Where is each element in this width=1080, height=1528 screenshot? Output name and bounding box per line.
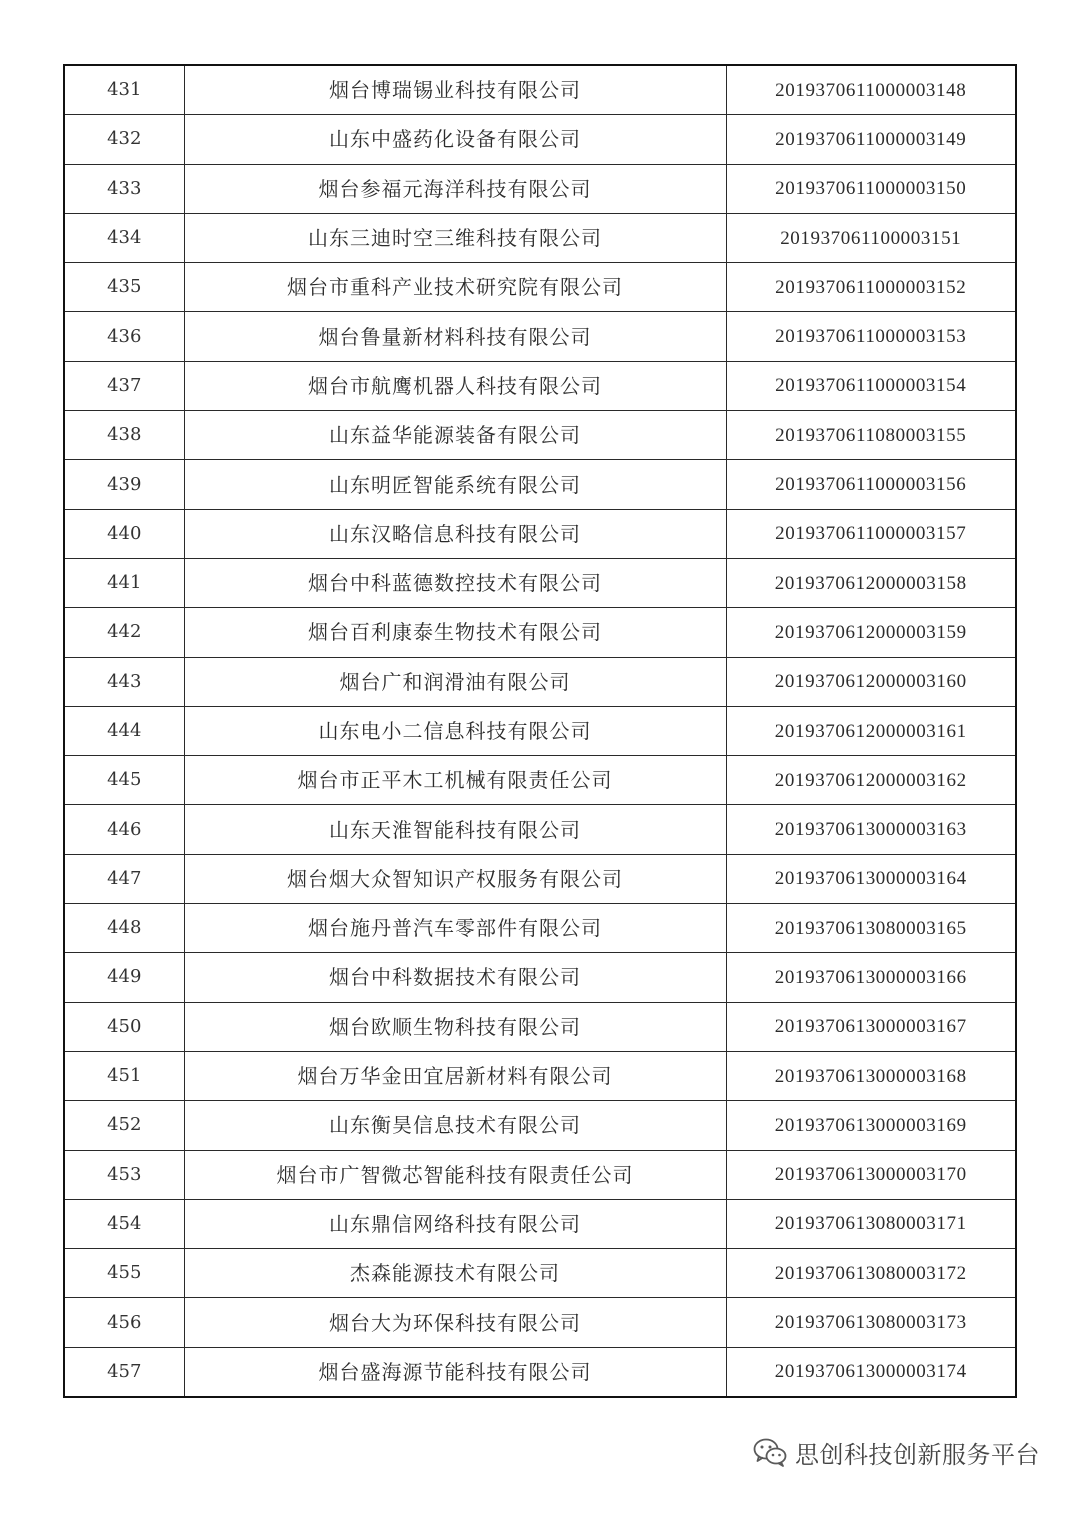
company-name-cell: 山东电小二信息科技有限公司 — [184, 706, 726, 755]
registration-code-cell: 2019370613000003169 — [726, 1101, 1016, 1150]
company-name-cell: 烟台市重科产业技术研究院有限公司 — [184, 263, 726, 312]
registration-code-cell: 2019370613080003171 — [726, 1199, 1016, 1248]
table-row — [64, 1298, 1016, 1347]
table-row — [64, 65, 1016, 115]
table-row — [64, 361, 1016, 410]
company-name-cell: 烟台广和润滑油有限公司 — [184, 657, 726, 706]
table-row — [64, 509, 1016, 558]
row-index-cell: 445 — [64, 756, 184, 805]
registration-code-cell: 2019370611080003155 — [726, 411, 1016, 460]
row-index-cell: 453 — [64, 1150, 184, 1199]
row-index-cell: 439 — [64, 460, 184, 509]
row-index-cell: 451 — [64, 1051, 184, 1100]
table-row — [64, 460, 1016, 509]
company-name-cell: 烟台市航鹰机器人科技有限公司 — [184, 361, 726, 410]
company-name-cell: 山东天淮智能科技有限公司 — [184, 805, 726, 854]
registration-code-cell: 2019370611000003149 — [726, 115, 1016, 164]
table-row — [64, 756, 1016, 805]
company-name-cell: 烟台百利康泰生物技术有限公司 — [184, 608, 726, 657]
company-name-cell: 烟台万华金田宜居新材料有限公司 — [184, 1051, 726, 1100]
registration-code-cell: 2019370613080003172 — [726, 1249, 1016, 1298]
registration-code-cell: 2019370612000003160 — [726, 657, 1016, 706]
registration-code-cell: 2019370611000003152 — [726, 263, 1016, 312]
row-index-cell: 449 — [64, 953, 184, 1002]
company-name-cell: 烟台大为环保科技有限公司 — [184, 1298, 726, 1347]
row-index-cell: 435 — [64, 263, 184, 312]
registration-code-cell: 2019370613000003168 — [726, 1051, 1016, 1100]
row-index-cell: 437 — [64, 361, 184, 410]
registration-code-cell: 2019370611000003150 — [726, 164, 1016, 213]
registration-code-cell: 2019370613000003167 — [726, 1002, 1016, 1051]
row-index-cell: 448 — [64, 904, 184, 953]
table-row — [64, 1347, 1016, 1397]
registration-code-cell: 2019370611000003156 — [726, 460, 1016, 509]
registration-code-cell: 2019370613000003166 — [726, 953, 1016, 1002]
company-name-cell: 烟台中科数据技术有限公司 — [184, 953, 726, 1002]
row-index-cell: 431 — [64, 65, 184, 115]
table-row — [64, 312, 1016, 361]
company-name-cell: 烟台博瑞锡业科技有限公司 — [184, 65, 726, 115]
table-row — [64, 1101, 1016, 1150]
company-name-cell: 山东鼎信网络科技有限公司 — [184, 1199, 726, 1248]
registration-code-cell: 2019370611000003154 — [726, 361, 1016, 410]
table-row — [64, 608, 1016, 657]
company-name-cell: 山东明匠智能系统有限公司 — [184, 460, 726, 509]
table-row — [64, 657, 1016, 706]
wechat-icon — [753, 1437, 787, 1467]
table-row — [64, 263, 1016, 312]
table-row — [64, 953, 1016, 1002]
row-index-cell: 434 — [64, 213, 184, 262]
company-name-cell: 山东中盛药化设备有限公司 — [184, 115, 726, 164]
company-name-cell: 山东衡昊信息技术有限公司 — [184, 1101, 726, 1150]
table-row — [64, 411, 1016, 460]
company-name-cell: 山东汉略信息科技有限公司 — [184, 509, 726, 558]
row-index-cell: 440 — [64, 509, 184, 558]
company-list-table — [63, 64, 1017, 1398]
registration-code-cell: 2019370612000003158 — [726, 558, 1016, 607]
registration-code-cell: 2019370613000003163 — [726, 805, 1016, 854]
table-row — [64, 558, 1016, 607]
row-index-cell: 433 — [64, 164, 184, 213]
registration-code-cell: 2019370613000003164 — [726, 854, 1016, 903]
registration-code-cell: 2019370613000003170 — [726, 1150, 1016, 1199]
table-row — [64, 1199, 1016, 1248]
table-row — [64, 164, 1016, 213]
table-row — [64, 1002, 1016, 1051]
company-name-cell: 烟台市广智微芯智能科技有限责任公司 — [184, 1150, 726, 1199]
row-index-cell: 442 — [64, 608, 184, 657]
registration-code-cell: 2019370612000003159 — [726, 608, 1016, 657]
registration-code-cell: 201937061100003151 — [726, 213, 1016, 262]
company-name-cell: 烟台施丹普汽车零部件有限公司 — [184, 904, 726, 953]
registration-code-cell: 2019370613080003173 — [726, 1298, 1016, 1347]
row-index-cell: 457 — [64, 1347, 184, 1397]
company-name-cell: 烟台烟大众智知识产权服务有限公司 — [184, 854, 726, 903]
row-index-cell: 438 — [64, 411, 184, 460]
company-name-cell: 烟台欧顺生物科技有限公司 — [184, 1002, 726, 1051]
table-row — [64, 854, 1016, 903]
table-row — [64, 1051, 1016, 1100]
registration-code-cell: 2019370611000003157 — [726, 509, 1016, 558]
table-row — [64, 706, 1016, 755]
row-index-cell: 447 — [64, 854, 184, 903]
row-index-cell: 454 — [64, 1199, 184, 1248]
company-name-cell: 烟台鲁量新材料科技有限公司 — [184, 312, 726, 361]
row-index-cell: 456 — [64, 1298, 184, 1347]
row-index-cell: 436 — [64, 312, 184, 361]
row-index-cell: 441 — [64, 558, 184, 607]
company-name-cell: 山东益华能源装备有限公司 — [184, 411, 726, 460]
table-row — [64, 115, 1016, 164]
watermark — [753, 1432, 1040, 1472]
row-index-cell: 452 — [64, 1101, 184, 1150]
row-index-cell: 450 — [64, 1002, 184, 1051]
table-row — [64, 805, 1016, 854]
registration-code-cell: 2019370612000003162 — [726, 756, 1016, 805]
company-name-cell: 烟台中科蓝德数控技术有限公司 — [184, 558, 726, 607]
registration-code-cell: 2019370611000003148 — [726, 65, 1016, 115]
registration-code-cell: 2019370613000003174 — [726, 1347, 1016, 1397]
row-index-cell: 446 — [64, 805, 184, 854]
table-row — [64, 1150, 1016, 1199]
row-index-cell: 455 — [64, 1249, 184, 1298]
registration-code-cell: 2019370611000003153 — [726, 312, 1016, 361]
table-body — [64, 65, 1016, 1397]
row-index-cell: 443 — [64, 657, 184, 706]
company-name-cell: 山东三迪时空三维科技有限公司 — [184, 213, 726, 262]
table-row — [64, 213, 1016, 262]
row-index-cell: 444 — [64, 706, 184, 755]
company-name-cell: 杰森能源技术有限公司 — [184, 1249, 726, 1298]
registration-code-cell: 2019370613080003165 — [726, 904, 1016, 953]
company-name-cell: 烟台盛海源节能科技有限公司 — [184, 1347, 726, 1397]
registration-code-cell: 2019370612000003161 — [726, 706, 1016, 755]
company-name-cell: 烟台参福元海洋科技有限公司 — [184, 164, 726, 213]
table-row — [64, 904, 1016, 953]
watermark-text: 思创科技创新服务平台 — [795, 1440, 1040, 1469]
row-index-cell: 432 — [64, 115, 184, 164]
table-row — [64, 1249, 1016, 1298]
company-name-cell: 烟台市正平木工机械有限责任公司 — [184, 756, 726, 805]
